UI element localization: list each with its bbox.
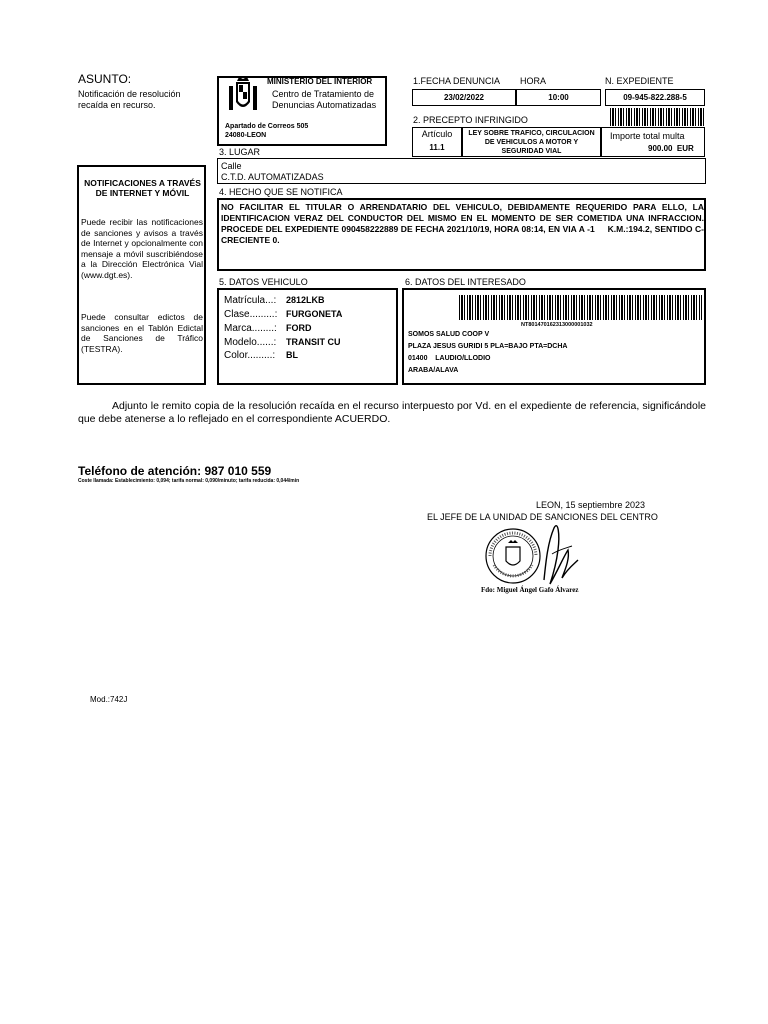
expediente-value: 09-945-822.288-5 [623,93,687,102]
hora-label: HORA [520,76,547,86]
interesado-name: SOMOS SALUD COOP V [408,331,490,338]
interesado-label: 6. DATOS DEL INTERESADO [405,277,526,287]
color-value: BL [286,350,298,360]
color-label: Color.........: [224,350,276,361]
interesado-province: ARABA/ALAVA [408,367,459,374]
importe-label: Importe total multa [610,131,685,141]
lugar-line2: C.T.D. AUTOMATIZADAS [221,172,324,182]
interesado-address: PLAZA JESUS GURIDI 5 PLA=BAJO PTA=DCHA [408,343,568,350]
form-code: Mod.:742J [90,695,128,704]
interesado-barcode-text: NT801470162313000001032 [521,322,593,328]
interesado-city: 01400 LAUDIO/LLODIO [408,355,491,362]
centro-line2: Denuncias Automatizadas [272,100,377,110]
matricula-value: 2812LKB [286,295,325,305]
handwritten-signature-icon [534,520,584,588]
articulo-label: Artículo [421,129,453,139]
clase-value: FURGONETA [286,309,343,319]
interesado-barcode [459,295,702,320]
notificaciones-text2: Puede consultar edictos de sanciones en el Tablón Edictal de Sanciones de Tráfico (TESTRA). [81,312,203,354]
ley-text: LEY SOBRE TRAFICO, CIRCULACION DE VEHICULOS A MOTOR Y SEGURIDAD VIAL [468,130,595,155]
telefono-label: Teléfono de atención: 987 010 559 [78,464,272,478]
importe-value: 900.00 EUR [648,144,694,153]
firmante: Fdo: Miguel Ángel Gafo Álvarez [481,586,579,594]
firma-fecha: LEON, 15 septiembre 2023 [536,500,646,510]
marca-label: Marca........: [224,323,277,334]
modelo-value: TRANSIT CU [286,337,341,347]
codigo-postal: 24080-LEON [225,132,267,139]
apartado: Apartado de Correos 505 [225,123,309,130]
ministerio-name: MINISTERIO DEL INTERIOR [267,77,373,86]
fecha-denuncia-label: 1.FECHA DENUNCIA [413,76,501,86]
expediente-label: N. EXPEDIENTE [605,76,674,86]
telefono-coste: Coste llamada: Establecimiento: 0,094; tarifa normal: 0,090/minuto; tarifa reducida: 0,044/min [78,478,300,484]
modelo-label: Modelo......: [224,337,277,348]
coat-of-arms-icon [226,76,260,116]
precepto-label: 2. PRECEPTO INFRINGIDO [413,115,528,125]
hecho-text: NO FACILITAR EL TITULAR O ARRENDATARIO DEL VEHICULO, DEBIDAMENTE REQUERIDO PARA ELLO, LA IDENTIFICACION VERAZ DEL CONDUCTOR DEL MISMO EN EL MOMENTO DE SER COMETIDA UNA INFRACCION. PROCEDE DEL EXPEDIENTE 090458222889 DE FECHA 2021/10/19, HORA 08:14, EN VIA A -1 K.M.:194.2, SENTIDO C-CRECIENTE 0. [221,202,707,245]
firma-cargo: EL JEFE DE LA UNIDAD DE SANCIONES DEL CENTRO [427,512,658,522]
hecho-label: 4. HECHO QUE SE NOTIFICA [219,187,343,197]
articulo-value: 11.1 [429,143,445,152]
asunto-text: Notificación de resolución recaída en recurso. [78,89,181,110]
lugar-line1: Calle [221,161,242,171]
lugar-label: 3. LUGAR [219,147,261,157]
asunto-title: ASUNTO: [78,72,132,86]
clase-label: Clase.........: [224,309,278,320]
hora-value: 10:00 [548,93,569,102]
notificaciones-title: NOTIFICACIONES A TRAVÉS DE INTERNET Y MÓVIL [84,178,201,198]
centro-line1: Centro de Tratamiento de [272,89,375,99]
matricula-label: Matrícula...: [224,295,277,306]
notificaciones-text1: Puede recibir las notificaciones de sanciones y avisos a través de Internet y opcionalmente con mensaje a móvil suscribiéndose a la Dirección Electrónica Vial (www.dgt.es). [81,217,203,280]
body-text: Adjunto le remito copia de la resolución recaída en el recurso interpuesto por Vd. en el expediente de referencia, significándole que debe atenerse a lo reflejado en el correspondiente ACUERDO. [78,400,706,425]
vehiculo-label: 5. DATOS VEHICULO [219,277,308,287]
expediente-barcode [610,108,704,126]
marca-value: FORD [286,323,312,333]
fecha-value: 23/02/2022 [443,93,485,102]
